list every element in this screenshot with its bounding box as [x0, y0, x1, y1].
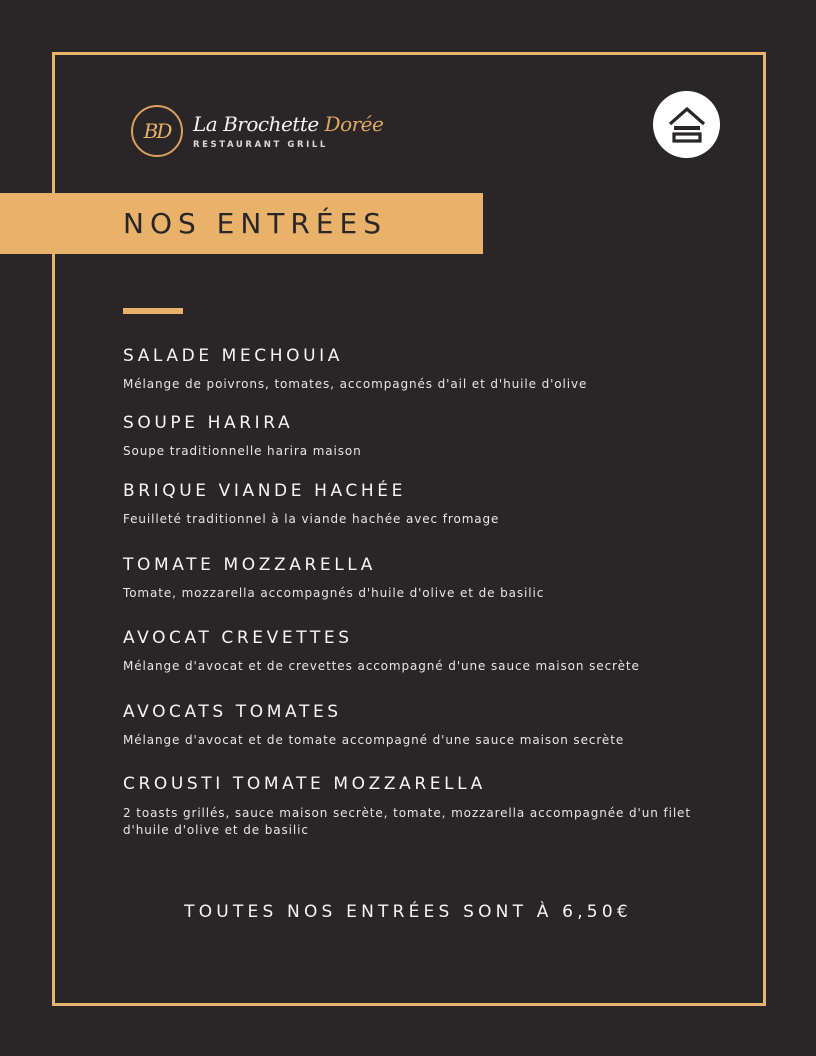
menu-item-description: Feuilleté traditionnel à la viande hachée avec fromage: [123, 512, 500, 526]
logo-name-part1: La Brochette: [193, 111, 325, 136]
menu-item: [123, 774, 703, 839]
logo-monogram: BD: [131, 105, 183, 157]
menu-item-description: Mélange d'avocat et de tomate accompagné d'une sauce maison secrète: [123, 733, 625, 747]
accent-divider: [123, 308, 183, 314]
menu-item-name: CROUSTI TOMATE MOZZARELLA: [123, 774, 486, 794]
menu-item-name: TOMATE MOZZARELLA: [123, 555, 376, 575]
logo-name-part2: Dorée: [324, 111, 384, 136]
menu-item-description: Mélange d'avocat et de crevettes accompagné d'une sauce maison secrète: [123, 659, 640, 673]
logo-name: [193, 113, 383, 135]
menu-item-description: Soupe traditionnelle harira maison: [123, 444, 362, 458]
menu-item: [123, 481, 723, 528]
menu-item-name: SALADE MECHOUIA: [123, 346, 343, 366]
menu-item: [123, 628, 723, 675]
menu-item-name: AVOCAT CREVETTES: [123, 628, 353, 648]
menu-item: [123, 346, 723, 393]
menu-item-name: SOUPE HARIRA: [123, 413, 294, 433]
section-banner: [0, 193, 483, 254]
menu-item: [123, 413, 723, 460]
menu-item-name: AVOCATS TOMATES: [123, 702, 342, 722]
menu-item: [123, 555, 723, 602]
menu-item-description: Tomate, mozzarella accompagnés d'huile d'olive et de basilic: [123, 586, 545, 600]
menu-item: [123, 702, 723, 749]
restaurant-logo[interactable]: [131, 105, 383, 157]
logo-subtitle: RESTAURANT GRILL: [193, 139, 328, 150]
logo-text: [193, 113, 383, 150]
section-title: NOS ENTRÉES: [123, 207, 388, 240]
home-button[interactable]: [653, 91, 720, 158]
price-footer: TOUTES NOS ENTRÉES SONT À 6,50€: [184, 902, 632, 922]
menu-item-description: Mélange de poivrons, tomates, accompagnés d'ail et d'huile d'olive: [123, 377, 588, 391]
menu-item-description: 2 toasts grillés, sauce maison secrète, tomate, mozzarella accompagnée d'un filet d'huile d'olive et de basilic: [123, 806, 691, 837]
menu-item-name: BRIQUE VIANDE HACHÉE: [123, 481, 406, 501]
home-icon: [665, 105, 709, 145]
